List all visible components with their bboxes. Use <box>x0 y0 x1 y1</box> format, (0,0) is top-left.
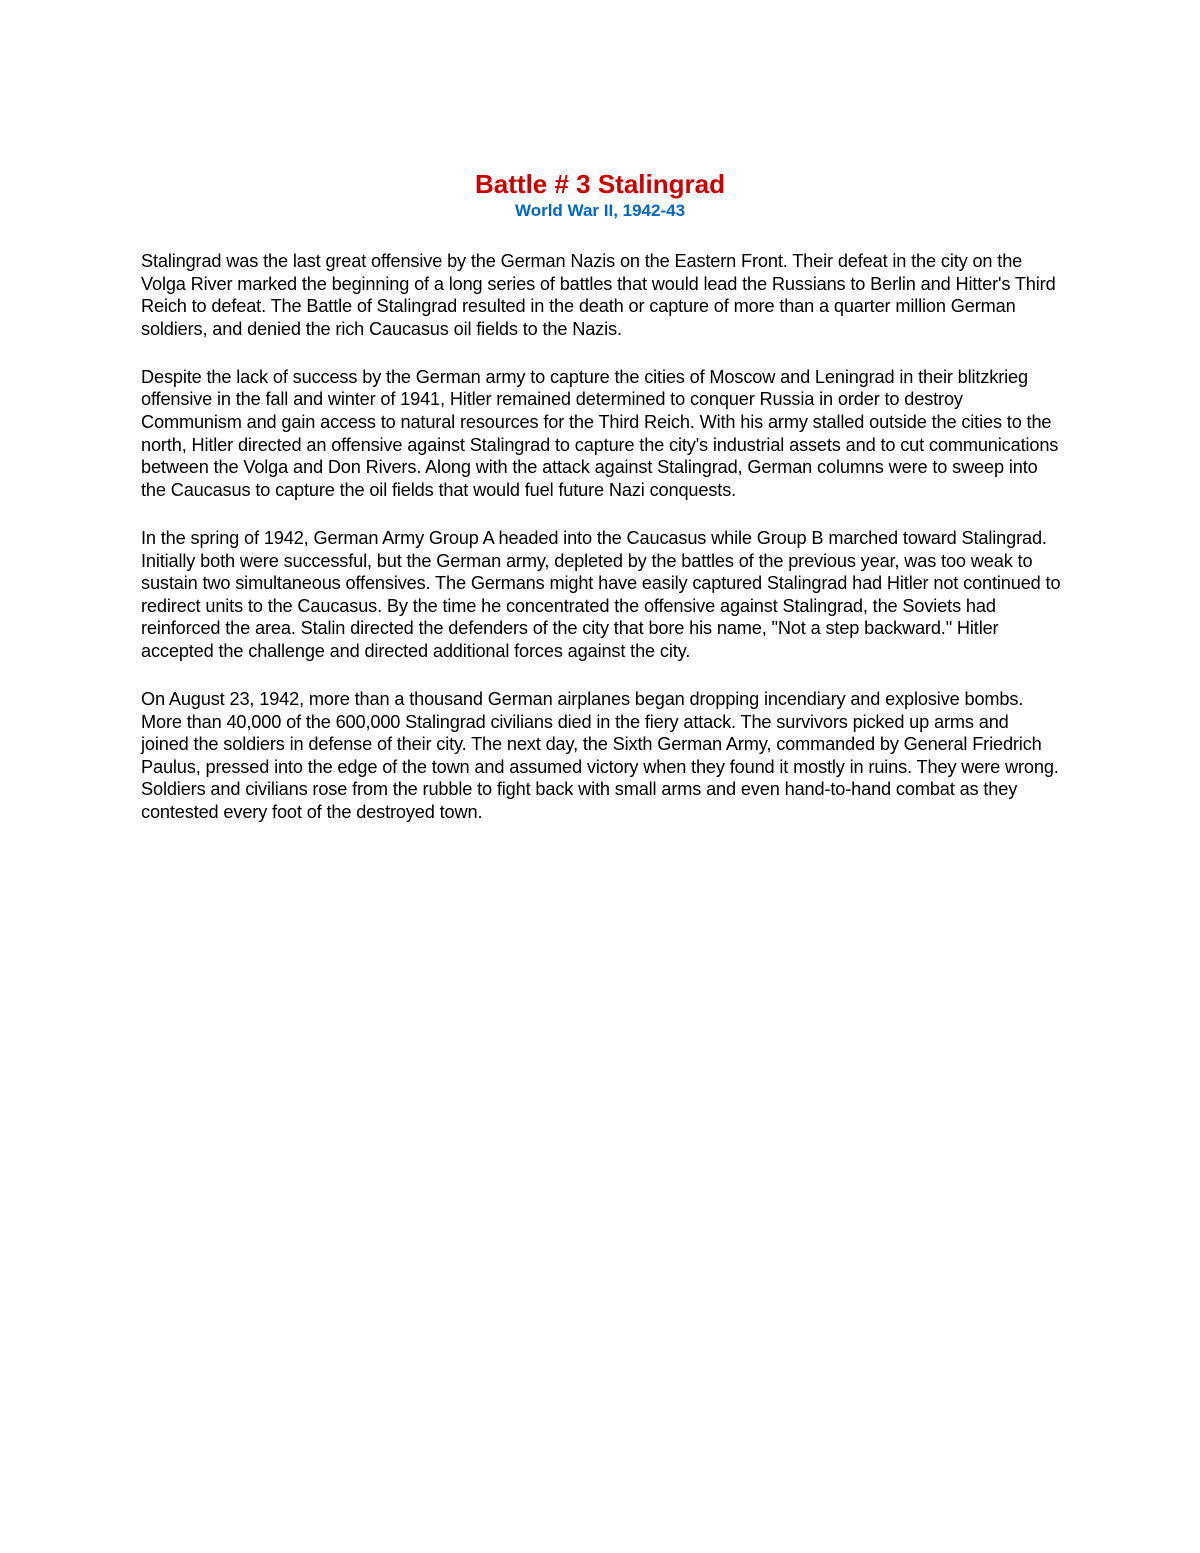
document-body <box>141 250 1061 849</box>
page-title: Battle # 3 Stalingrad <box>475 169 725 199</box>
paragraph-4: On August 23, 1942, more than a thousand German airplanes began dropping incendiary and explosive bombs. More than 40,000 of the 600,000 Stalingrad civilians died in the fiery attack. The survivors picked up arms and joined the soldiers in defense of their city. The next day, the Sixth German Army, commanded by General Friedrich Paulus, pressed into the edge of the town and assumed victory when they found it mostly in ruins. They were wrong. Soldiers and civilians rose from the rubble to fight back with small arms and even hand-to-hand combat as they contested every foot of the destroyed town. <box>141 689 1059 822</box>
page-subtitle: World War II, 1942-43 <box>514 201 686 220</box>
paragraph-3: In the spring of 1942, German Army Group A headed into the Caucasus while Group B marched toward Stalingrad. Initially both were successful, but the German army, depleted by the battles of the previous year, was too weak to sustain two simultaneous offensives. The Germans might have easily captured Stalingrad had Hitler not continued to redirect units to the Caucasus. By the time he concentrated the offensive against Stalingrad, the Soviets had reinforced the area. Stalin directed the defenders of the city that bore his name, "Not a step backward." Hitler accepted the challenge and directed additional forces against the city. <box>141 527 1061 661</box>
paragraph-2: Despite the lack of success by the German army to capture the cities of Moscow and Leningrad in their blitzkrieg offensive in the fall and winter of 1941, Hitler remained determined to conquer Russia in order to destroy Communism and gain access to natural resources for the Third Reich. With his army stalled outside the cities to the north, Hitler directed an offensive against Stalingrad to capture the city's industrial assets and to cut communications between the Volga and Don Rivers. Along with the attack against Stalingrad, German columns were to sweep into the Caucasus to capture the oil fields that would fuel future Nazi conquests. <box>141 366 1059 500</box>
document-header <box>0 168 1200 222</box>
paragraph-1: Stalingrad was the last great offensive by the German Nazis on the Eastern Front. Their defeat in the city on the Volga River marked the beginning of a long series of battles that would lead the Russians to Berlin and Hitter's Third Reich to defeat. The Battle of Stalingrad resulted in the death or capture of more than a quarter million German soldiers, and denied the rich Caucasus oil fields to the Nazis. <box>141 251 1056 339</box>
